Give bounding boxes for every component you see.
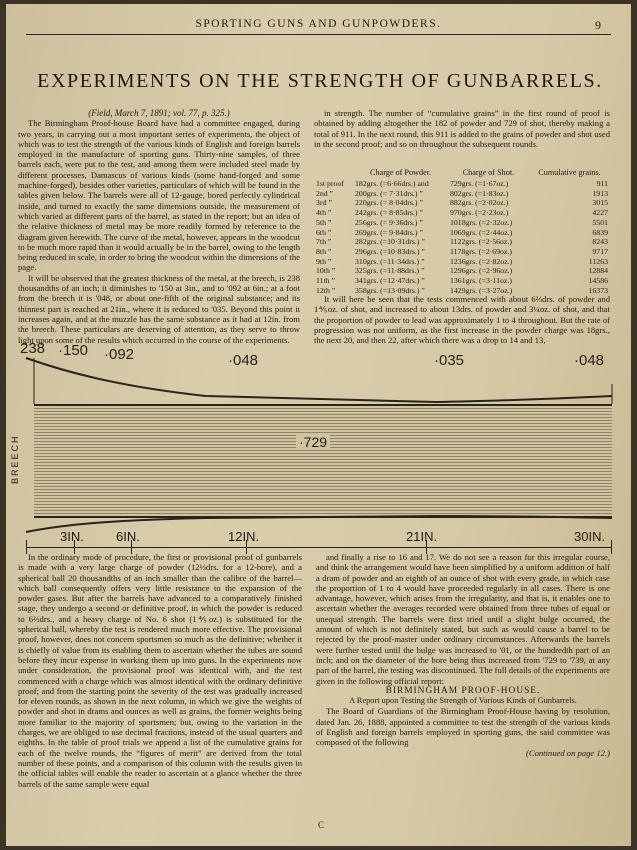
table-row bbox=[314, 237, 610, 247]
table-row bbox=[314, 179, 610, 189]
table-cell: 310grs. (=11·34drs.) ” bbox=[355, 256, 425, 266]
table-cell: 970grs. (=2·23oz.) bbox=[450, 208, 509, 218]
table-cell: 8th ” bbox=[316, 246, 332, 256]
table-cell: 1429grs. (=3·27oz.) bbox=[450, 285, 513, 295]
table-row bbox=[314, 218, 610, 228]
table-cell: 1178grs. (=2·69oz.) bbox=[450, 246, 512, 256]
table-cell: 1122grs. (=2·56oz.) bbox=[450, 237, 512, 247]
scale-label: 3IN. bbox=[60, 529, 84, 544]
right-column-after-table bbox=[314, 294, 610, 345]
table-cell: 729grs. (=1·67oz.) bbox=[450, 179, 509, 188]
paragraph: In the ordinary mode of procedure, the first or provisional proof of gunbarrels is made with a very large charge of powder (12⅓drs. for a 12-bore), and a spherical ball 20 thousandths of an inch smaller than the calibre of the barrel—which ball consequently offers very little resistance to the expansion of the powder gases. But after the barrels have advanced to a comparatively finished stage, they undergo a second or definitive proof, in which the powder is reduced to 6⅔drs., and a heavy charge of No. 6 shot (1⅘oz.) is substituted for the spherical ball, whereby the test is rendered much more effective. The provisional proof, however, does not concern sportsmen so much as the definitive; whether it is chiefly of value from its enabling them to ascertain whether the tubes are sound before they incur expense in working them up into guns. In the experiments now under consideration, the provisional proof was identical with, and the test commenced with a charge which was almost identical with the ordinary definitive proof; and from the starting point the severity of the test was gradually increased for eleven rounds, as shown in the next column, in which we give the weights of powder and shot in drams and ounces as well as grains, the former weights being more familiar to the majority of sportsmen; but, owing to the variation in the charges, we are obliged to use decimal fractions, instead of the usual quarters and eighths. In the table of proof trials we append a list of the cumulative grains for each of the twelve rounds, the “figures of merit” are derived from the total number of these points, and a comparison of this column with the results given in the official tables will enable the reader to ascertain at a glance whether the three barrels of the same sample were equal bbox=[18, 552, 302, 789]
table-cell: 14586 bbox=[588, 276, 608, 286]
scale-label: 30IN. bbox=[574, 529, 606, 544]
scale-label: 21IN. bbox=[406, 529, 438, 544]
table-cell: 256grs. (= 9·36drs.) ” bbox=[355, 217, 423, 227]
bore-label: ·729 bbox=[296, 434, 330, 450]
table-cell: 1069grs. (=2·44oz.) bbox=[450, 227, 513, 237]
thickness-label: ·092 bbox=[104, 346, 135, 363]
table-header-row bbox=[314, 168, 610, 179]
table-cell: 9th ” bbox=[316, 256, 332, 266]
section-subheading: A Report upon Testing the Strength of Various Kinds of Gunbarrels. bbox=[349, 696, 577, 706]
table-header: Charge of Shot. bbox=[462, 168, 515, 177]
table-cell: 1913 bbox=[592, 188, 608, 198]
table-cell: 4227 bbox=[592, 208, 608, 218]
table-row bbox=[314, 198, 610, 208]
thickness-label: ·048 bbox=[574, 352, 605, 369]
table-cell: 5501 bbox=[592, 217, 608, 227]
table-row bbox=[314, 208, 610, 218]
table-row bbox=[314, 247, 610, 257]
table-cell: 5th ” bbox=[316, 217, 332, 227]
paragraph: It will here be seen that the tests commenced with about 6⅔drs. of powder and 1⅘oz. of shot, and increased to about 13drs. of powder and 3¼oz. of shot, and that the proportion of powder to lead was approximately 1 to 4 throughout. But the rate of progression was not uniform, as the first increase in the powder charge was 18grs., the next 20, and then 22, after which there was a drop to 14 and 13, bbox=[314, 294, 610, 346]
table-cell: 341grs. (=12·47drs.) ” bbox=[355, 276, 425, 286]
thickness-label: ·035 bbox=[434, 352, 465, 369]
table-cell: 1st proof bbox=[316, 179, 344, 188]
proof-table bbox=[314, 168, 610, 295]
paragraph: The Board of Guardians of the Birmingham Proof-House having by resolution, dated Jan. 26, 1888, appointed a committee to test the strength of the various kinds of English and foreign barrels employed in sporting guns, the said committee was composed of the following bbox=[316, 706, 610, 748]
table-row bbox=[314, 257, 610, 267]
table-cell: 269grs. (= 9·84drs.) ” bbox=[355, 227, 423, 237]
left-column-top bbox=[18, 108, 300, 345]
right-column-bottom bbox=[316, 552, 610, 758]
table-header: Charge of Powder. bbox=[370, 168, 432, 177]
table-cell: 10th ” bbox=[316, 266, 336, 276]
table-cell: 12884 bbox=[588, 266, 608, 276]
table-header: Cumulative grains. bbox=[538, 168, 601, 177]
table-cell: 282grs. (=10·31drs.) ” bbox=[355, 237, 425, 247]
table-cell: 3rd ” bbox=[316, 198, 332, 208]
scale-label: 6IN. bbox=[116, 529, 140, 544]
table-cell: 2nd ” bbox=[316, 188, 334, 198]
table-cell: 11263 bbox=[588, 256, 608, 266]
barrel-bore bbox=[34, 404, 612, 518]
table-cell: 3015 bbox=[592, 198, 608, 208]
table-cell: 4th ” bbox=[316, 208, 332, 218]
table-cell: 16373 bbox=[588, 285, 608, 295]
table-cell: 296grs. (=10·83drs.) ” bbox=[355, 246, 425, 256]
table-cell: 8243 bbox=[592, 237, 608, 247]
thickness-label: 238 bbox=[20, 340, 46, 357]
running-title: SPORTING GUNS AND GUNPOWDERS. bbox=[195, 18, 442, 30]
table-row bbox=[314, 276, 610, 286]
table-row bbox=[314, 189, 610, 199]
table-cell: 802grs. (=1·83oz.) bbox=[450, 188, 509, 198]
left-column-bottom bbox=[18, 552, 302, 789]
table-cell: 1361grs. (=3·11oz.) bbox=[450, 276, 512, 286]
paragraph: in strength. The number of “cumulative grains” in the first round of proof is obtained by adding altogether the 182 of powder and 729 of shot, thereby making a total of 911. In the next round, this 911 is added to the grains of powder and shot used in the second proof; and so on throughout the subsequent rounds. bbox=[314, 108, 610, 149]
page bbox=[6, 4, 631, 846]
table-cell: 11th ” bbox=[316, 276, 335, 286]
scale-tick bbox=[611, 540, 612, 554]
table-cell: 1018grs. (=2·32oz.) bbox=[450, 217, 513, 227]
source-citation: (Field, March 7, 1891; vol. 77, p. 325.) bbox=[88, 108, 230, 118]
right-column-top bbox=[314, 108, 610, 149]
scale-label: 12IN. bbox=[228, 529, 260, 544]
signature-mark: C bbox=[318, 820, 325, 830]
scale-line bbox=[26, 547, 612, 548]
lower-profile-curve bbox=[6, 514, 631, 536]
table-cell: 1296grs. (=2·96oz.) bbox=[450, 266, 513, 276]
header-rule bbox=[26, 34, 611, 35]
table-cell: 200grs. (= 7·31drs.) ” bbox=[355, 188, 423, 198]
page-number: 9 bbox=[595, 18, 601, 32]
section-heading: BIRMINGHAM PROOF-HOUSE. bbox=[385, 685, 541, 696]
breech-label: BREECH bbox=[10, 434, 20, 484]
table-cell: 242grs. (= 8·85drs.) ” bbox=[355, 208, 423, 218]
thickness-label: ·048 bbox=[228, 352, 259, 369]
table-cell: 7th ” bbox=[316, 237, 332, 247]
table-cell: 358grs. (=13·09drs.) ” bbox=[355, 285, 425, 295]
table-cell: 6th ” bbox=[316, 227, 332, 237]
table-cell: 911 bbox=[596, 179, 608, 188]
paragraph: and finally a rise to 16 and 17. We do not see a reason for this irregular course, and think the arrangement would have been simplified by a uniform addition of half a dram of powder and an eighth of an ounce of shot with every grade, in which case the proportion of 1 to 4 would have proceeded regularly in all cases. There is one advantage, however, which arises from the irregularity, and that is, it enables one to ascertain whether the averages recorded were obtained from three tubes of equal or unequal strength. The barrels were first tried until a slight bulge occurred, the amount of which is not definitely stated, but such as would cause a barrel to be rejected by the proof-master under ordinary circumstances. Afterwards the barrels were further tested until the bulge was increased to '01, or the hundredth part of an inch; and on the diameter of the bore being thus increased from '729 to '739, at any part of the barrel, the testing was discontinued. The full details of the experiments are given in the following official report: bbox=[316, 552, 610, 686]
thickness-label: ·150 bbox=[58, 342, 89, 359]
table-row bbox=[314, 228, 610, 238]
table-cell: 882grs. (=2·02oz.) bbox=[450, 198, 509, 208]
table-row bbox=[314, 266, 610, 276]
table-cell: 325grs. (=11·88drs.) ” bbox=[355, 266, 425, 276]
table-cell: 9717 bbox=[592, 246, 608, 256]
continued-note: (Continued on page 12.) bbox=[525, 747, 610, 758]
paragraph: The Birmingham Proof-house Board have had a committee engaged, during two years, in carrying out a most important series of experiments, the object of which was to test the strength of the various kinds of English and foreign barrels employed in the manufacture of sporting guns. Thirty-nine samples, of three barrels each, were put to the test, and among them were included steel made by different processes, Damascus of various kinds (some hand-forged and some machine-forged), besides other varieties, particulars of which will be found in the tables given below. The barrels were all of 12-gauge, bored perfectly cylindrical inside, and turned to exactly the same dimensions outside, the measurement of which varied at different parts of the barrel, as stated in the report; but an idea of the relative thickness of metal may be more readily formed by reference to the diagram given herewith. The curve of the metal, however, appears in the woodcut to be much more rapid than it would actually be in the barrel, owing to the length being reduced in scale, in order to bring the woodcut within the dimensions of the page. bbox=[18, 118, 300, 273]
table-cell: 1236grs. (=2·82oz.) bbox=[450, 256, 513, 266]
table-cell: 182grs. (=6·66drs.) and bbox=[355, 179, 429, 188]
table-cell: 12th ” bbox=[316, 285, 336, 295]
table-cell: 6839 bbox=[592, 227, 608, 237]
article-title: EXPERIMENTS ON THE STRENGTH OF GUNBARRELS. bbox=[37, 70, 603, 92]
table-cell: 220grs. (= 8·04drs.) ” bbox=[355, 198, 423, 208]
paragraph: It will be observed that the greatest thickness of the metal, at the breech, is 238 thousandths of an inch; it diminishes to '150 at 3in., and to '092 at 6in.; at a foot from the breech it is '048, or about one-fifth of the original substance; and its thinnest part is reached at 21in., where it is reduced to '035. Beyond this point it increases again, and at the muzzle has the same substance as it had at 12in. from the breech. These particulars are deserving of attention, as they serve to throw light upon some of the results which occurred in the course of the experiments. bbox=[18, 272, 300, 345]
table-header bbox=[314, 168, 353, 179]
